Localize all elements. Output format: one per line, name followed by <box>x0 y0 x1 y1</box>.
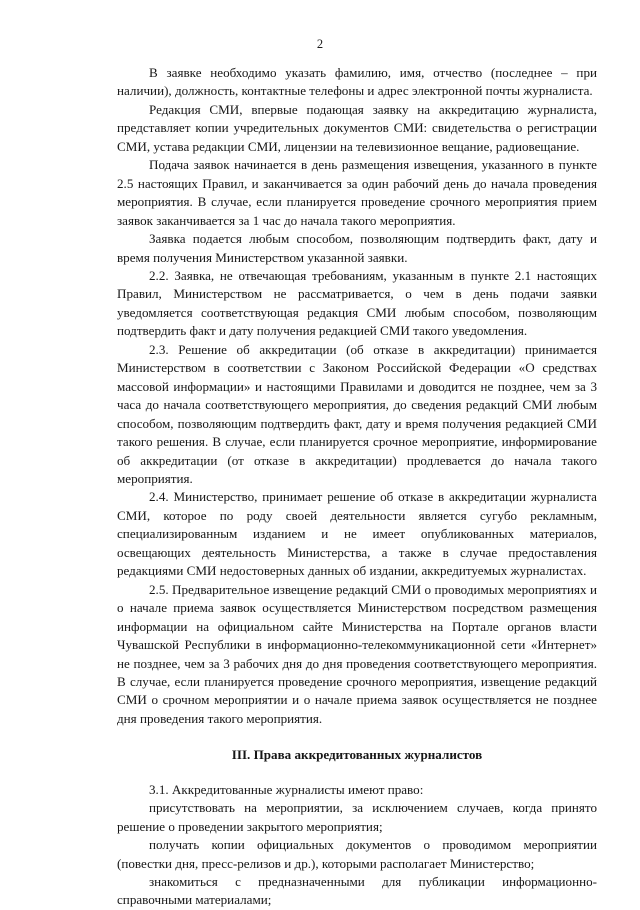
paragraph: Подача заявок начинается в день размещения извещения, указанного в пункте 2.5 настоящих Правил, и заканчивается за один рабочий день до начала проведения мероприятия. В случае, если планируется проведение срочного мероприятия прием заявок заканчивается за 1 час до начала такого мероприятия. <box>117 157 597 228</box>
section-heading: III. Права аккредитованных журналистов <box>231 747 483 763</box>
paragraph: присутствовать на мероприятии, за исключением случаев, когда принято решение о проведении закрытого мероприятия; <box>117 800 597 834</box>
paragraph: получать копии официальных документов о проводимом мероприятии (повестки дня, пресс-релизов и др.), которыми располагает Министерство; <box>117 837 597 871</box>
paragraph: 2.3. Решение об аккредитации (об отказе в аккредитации) принимается Министерством в соответствии с Законом Российской Федерации «О средствах массовой информации» и настоящими Правилами и доводится не позднее, чем за 3 часа до начала соответствующего мероприятия, до сведения редакций СМИ любым способом, позволяющим подтвердить факт, дату и время получения редакцией СМИ такого решения. В случае, если планируется срочное мероприятие, информирование об аккредитации (от отказе в аккредитации) продлевается до начала такого мероприятия. <box>117 341 597 486</box>
paragraph: 2.2. Заявка, не отвечающая требованиям, указанным в пункте 2.1 настоящих Правил, Министерством не рассматривается, о чем в день подачи заявки уведомляется соответствующая редакция СМИ любым способом, позволяющим подтвердить факт и дату получения редакцией СМИ такого уведомления. <box>117 267 597 339</box>
paragraph: 2.4. Министерство, принимает решение об отказе в аккредитации журналиста СМИ, которое по роду своей деятельности является сугубо рекламным, специализированным изданием и не имеет опубликованных материалов, освещающих деятельность Министерства, а также в случае предоставления редакциями СМИ недостоверных данных об издании, аккредитуемых журналистах. <box>117 489 597 579</box>
document-body <box>117 64 597 910</box>
paragraph: В заявке необходимо указать фамилию, имя, отчество (последнее – при наличии), должность, контактные телефоны и адрес электронной почты журналиста. <box>117 65 597 99</box>
paragraph: Редакция СМИ, впервые подающая заявку на аккредитацию журналиста, представляет копии учредительных документов СМИ: свидетельства о регистрации СМИ, устава редакции СМИ, лицензии на телевизионное вещание, радиовещание. <box>117 101 597 154</box>
paragraph: 3.1. Аккредитованные журналисты имеют право: <box>149 781 424 797</box>
paragraph: знакомиться с предназначенными для публикации информационно-справочными материалами; <box>117 874 597 908</box>
page-number: 2 <box>316 37 324 51</box>
paragraph: Заявка подается любым способом, позволяющим подтвердить факт, дату и время получения Министерством указанной заявки. <box>117 231 597 265</box>
paragraph: 2.5. Предварительное извещение редакций СМИ о проводимых мероприятиях и о начале приема заявок осуществляется Министерством посредством размещения информации на официальном сайте Министерства на Портале органов власти Чувашской Республики в информационно-телекоммуникационной сети «Интернет» не позднее, чем за 3 рабочих дня до дня проведения соответствующего мероприятия. В случае, если планируется проведение срочного мероприятия, извещение редакций СМИ о срочном мероприятии и о начале приема заявок осуществляется не позднее дня проведения такого мероприятия. <box>117 581 597 726</box>
